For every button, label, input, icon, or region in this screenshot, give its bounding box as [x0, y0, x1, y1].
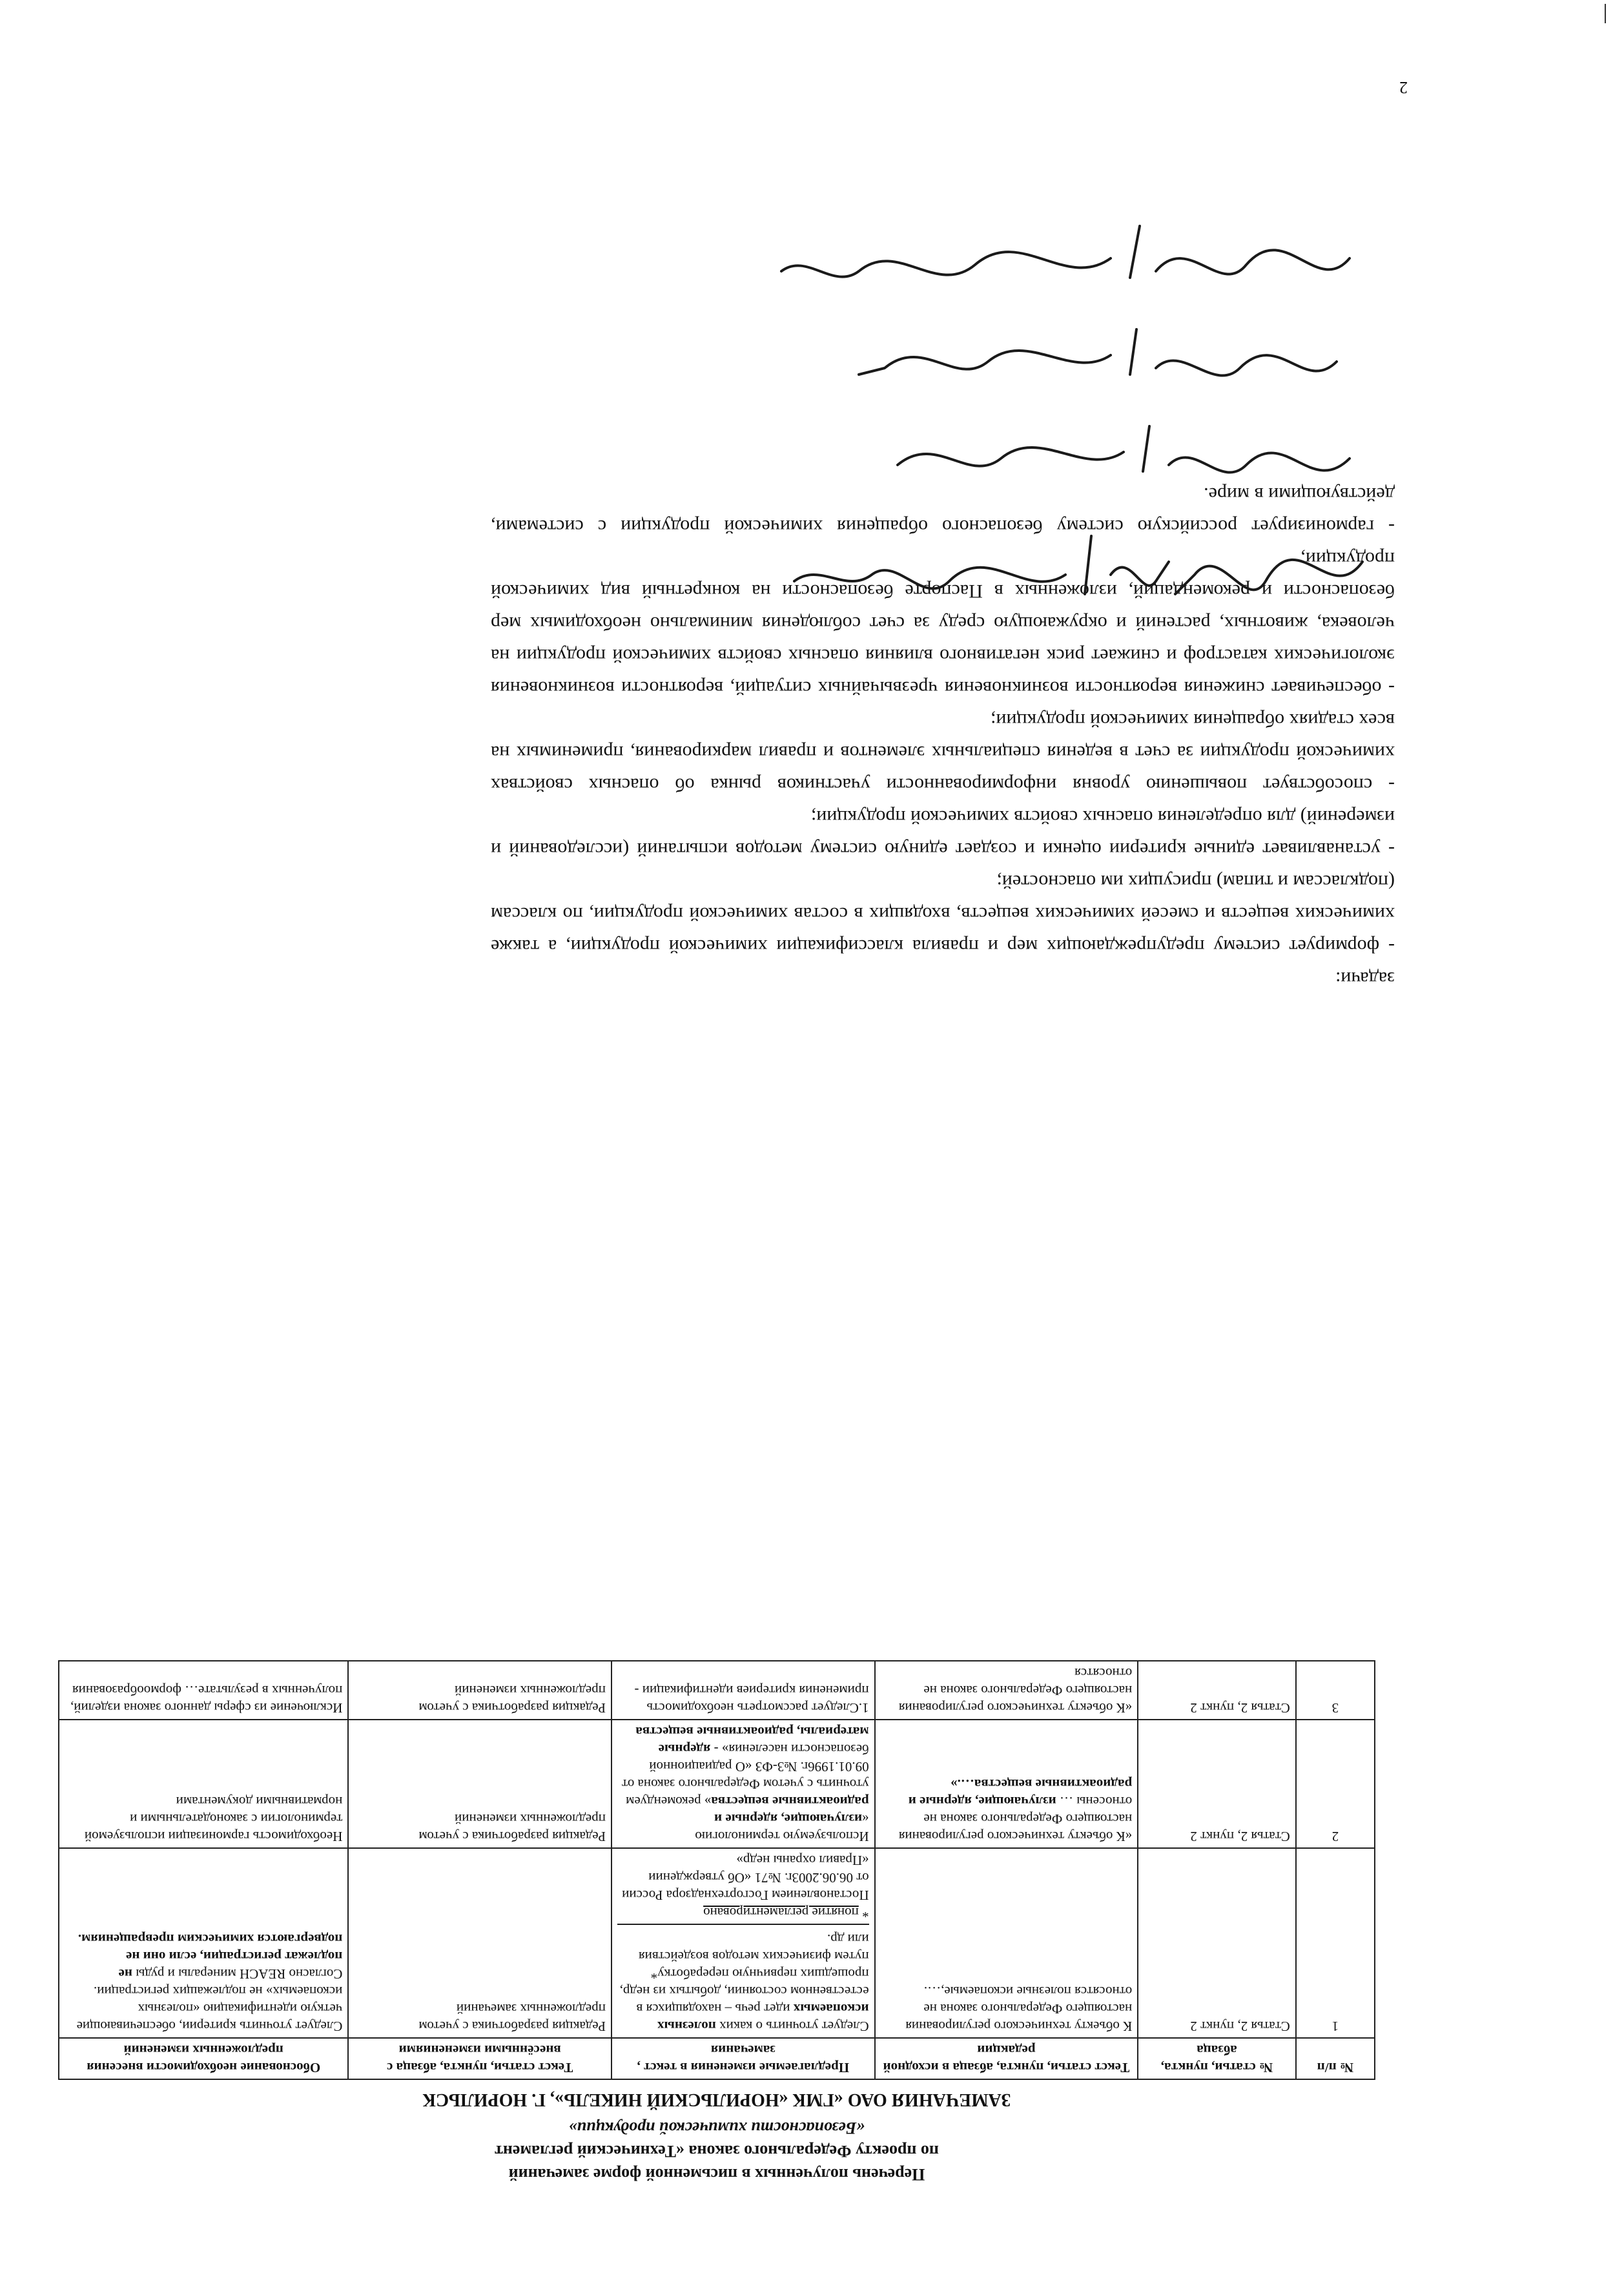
signature-block	[613, 168, 1388, 620]
proposal-text-cont: » рекомендуем уточнить с учетом Федерального закона от 09.01.1996г. №3-ФЗ «О радиационной безопасности населения» -	[621, 1742, 869, 1809]
proposal-text-cont: идет речь – находящихся в естественном состоянии, добытых из недр, прошедших первичную переработку* путем физических методов воздействия или др.	[619, 1931, 869, 2017]
column-header-original: Текст статьи, пункта, абзаца в исходной редакции	[875, 2038, 1138, 2079]
heading-line-3: «Безопасности химической продукции»	[568, 2119, 865, 2137]
rationale-text: Следует уточнить критерии, обеспечивающие четкую идентификацию «полезных ископаемых» не подлежащих регистрации. Согласно REACH минералы и руды	[76, 1966, 343, 2034]
row-number: 2	[1296, 1720, 1375, 1848]
continuation-paragraph: - обеспечивает снижения вероятности возникновения чрезвычайных ситуаций, вероятности возникновения экологических катастроф и снижает риск негативного влияния опасных свойств химической продукции на человека, животных, растений и окружающую среду за счет соблюдения минимально необходимых мер безопасности и рекомендаций, изложенных в Паспорте безопасности на конкретный вид химической продукции,	[491, 548, 1395, 699]
row-proposal: 1.Следует рассмотреть необходимость применения критериев идентификации -	[612, 1661, 875, 1720]
row-original-text: «К объекту технического регулирования настоящего Федерального закона не относятся	[875, 1661, 1138, 1720]
heading-line-2: по проекту Федерального закона «Технический регламент	[495, 2142, 939, 2161]
column-header-proposal: Предлагаемые изменения в текст , замечания	[612, 2038, 875, 2079]
row-article: Статья 2, пункт 2	[1138, 1720, 1296, 1848]
column-header-article: № статьи, пункта, абзаца	[1138, 2038, 1296, 2079]
row-rationale: Необходимость гармонизации используемой терминологии с законодательными и нормативными документами	[59, 1720, 348, 1848]
proposal-text: Следует уточнить о каких	[715, 2019, 869, 2034]
footnote-text: Постановлением Госгортехнадзора России от 06.06.2003г. №71 «Об утверждении «Правил охраны недр»	[622, 1853, 869, 1903]
remarks-section	[58, 1262, 1375, 2186]
continuation-paragraph: - способствует повышению уровня информированности участников рынка об опасных свойствах химической продукции за счет в ведения специальных элементов и правил маркирования, применимых на всех стадиях обращения химической продукции;	[491, 710, 1395, 796]
corner-mark	[1605, 4, 1612, 23]
row-article: Статья 2, пункт 2	[1138, 1848, 1296, 2038]
original-text: «К объекту технического регулирования настоящего Федерального закона не относены …	[898, 1794, 1133, 1844]
continuation-intro: задачи:	[1335, 968, 1395, 989]
signature-1	[1085, 536, 1362, 594]
signature-4	[1130, 226, 1350, 278]
organization-title: ЗАМЕЧАНИЯ ОАО «ГМК «НОРИЛЬСКИЙ НИКЕЛЬ», Г. НОРИЛЬСК	[422, 2090, 1011, 2110]
row-rationale	[59, 1848, 348, 2038]
row-revised-text: Редакция разработчика с учетом предложенных изменений	[348, 1720, 612, 1848]
table-row	[59, 1848, 1375, 2038]
proposal-bold-text: полезных ископаемых	[657, 2001, 869, 2034]
page-number: 2	[1399, 78, 1408, 97]
heading-line-1: Перечень полученных в письменной форме замечаний	[508, 2165, 925, 2184]
handwritten-signatures-image	[613, 168, 1388, 620]
remarks-table	[58, 1660, 1375, 2080]
original-bold-text: излучающие, ядерные и радиоактивные вещества….»	[908, 1776, 1133, 1809]
row-revised-text: Редакция разработчика с учетом предложенных замечаний	[348, 1848, 612, 2038]
table-row	[59, 1661, 1375, 1720]
footnote	[617, 1851, 869, 1925]
row-article: Статья 2, пункт 2	[1138, 1661, 1296, 1720]
footnote-marker: *	[862, 1905, 869, 1920]
proposal-bold-text-2: ядерные материалы, радиоактивные вещества	[635, 1724, 869, 1757]
column-header-number: № п/п	[1296, 2038, 1375, 2079]
column-header-rationale: Обоснование необходимости внесения предложенных изменений	[59, 2038, 348, 2079]
continuation-section	[491, 77, 1408, 1007]
continuation-paragraph: - формирует систему предупреждающих мер и правила классификации химической продукции, а также химических веществ и смесей химических веществ, входящих в состав химической продукции, по классам (подклассам и типам) присущих им опасностей;	[491, 871, 1395, 957]
row-proposal	[612, 1720, 875, 1848]
row-number: 1	[1296, 1848, 1375, 2038]
document-heading	[58, 2116, 1375, 2186]
signature-3	[1130, 329, 1337, 376]
signature-2	[1143, 426, 1350, 473]
row-original-text	[875, 1720, 1138, 1848]
table-row	[59, 1720, 1375, 1848]
row-original-text: К объекту технического регулирования настоящего Федерального закона не относятся полезные ископаемые,….	[875, 1848, 1138, 2038]
row-revised-text: Редакция разработчика с учетом предложенных изменений	[348, 1661, 612, 1720]
row-number: 3	[1296, 1661, 1375, 1720]
column-header-revised: Текст статьи, пункта, абзаца с внесёнными изменениями	[348, 2038, 612, 2079]
rationale-bold-text: не подлежат регистрации, если они не подвергаются химическим превращениям.	[77, 1931, 343, 1982]
proposal-bold-text: излучающие, ядерные и радиоактивные вещества	[711, 1794, 869, 1827]
footnote-title: понятие регламентировано	[703, 1905, 859, 1920]
row-rationale: Исключение из сферы данного закона изделий, полученных в результате… формообразования	[59, 1661, 348, 1720]
row-proposal	[612, 1848, 875, 2038]
proposal-text: Используемую терминологию «	[695, 1811, 869, 1844]
continuation-paragraph: - устанавливает единые критерии оценки и создает единую систему методов испытаний (исследований и измерений) для определения опасных свойств химической продукции;	[491, 807, 1395, 860]
table-header-row	[59, 2038, 1375, 2079]
continuation-paragraph: - гармонизирует российскую систему безопасного обращения химической продукции с системами, действующими в мире.	[491, 484, 1395, 537]
